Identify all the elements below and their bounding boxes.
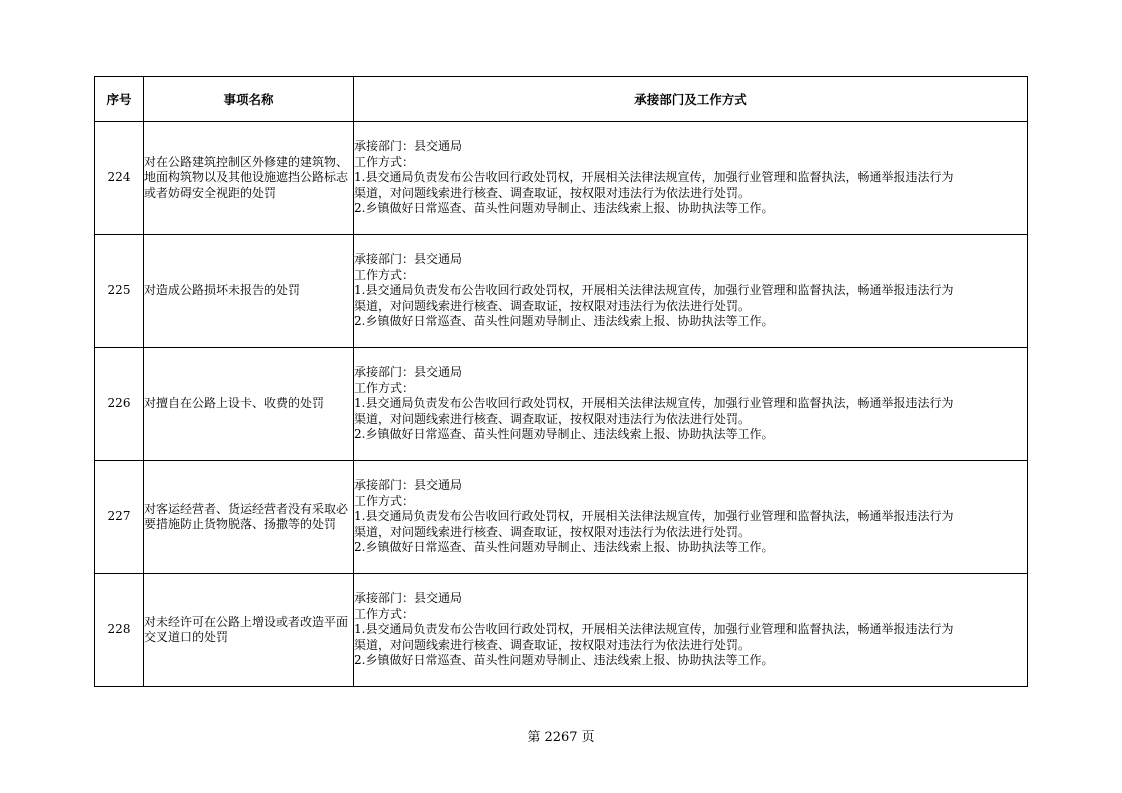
row-item-name-cell xyxy=(144,122,354,235)
row-department-method xyxy=(354,461,1028,574)
work-method-item-2: 2.乡镇做好日常巡查、苗头性问题劝导制止、违法线索上报、协助执法等工作。 xyxy=(354,653,774,668)
row-department-method xyxy=(354,348,1028,461)
department-line: 承接部门：县交通局 xyxy=(354,139,463,154)
work-method-label: 工作方式： xyxy=(354,267,415,282)
row-item-name: 对未经许可在公路上增设或者改造平面交叉道口的处罚 xyxy=(144,614,349,644)
work-method-item-1: 1.县交通局负责发布公告收回行政处罚权，开展相关法律法规宣传，加强行业管理和监督执法，畅通举报违法行为 xyxy=(354,509,954,524)
row-department-method xyxy=(354,235,1028,348)
row-item-name: 对造成公路损坏未报告的处罚 xyxy=(144,283,301,298)
work-method-label: 工作方式： xyxy=(354,380,415,395)
work-method-item-2: 2.乡镇做好日常巡查、苗头性问题劝导制止、违法线索上报、协助执法等工作。 xyxy=(354,540,774,555)
row-item-name: 对客运经营者、货运经营者没有采取必要措施防止货物脱落、扬撒等的处罚 xyxy=(144,501,349,531)
work-method-label: 工作方式： xyxy=(354,154,415,169)
table-header-row xyxy=(95,77,1028,122)
department-line: 承接部门：县交通局 xyxy=(354,365,463,380)
department-line: 承接部门：县交通局 xyxy=(354,478,463,493)
row-serial-number: 225 xyxy=(95,235,144,348)
table-row xyxy=(95,235,1028,348)
row-item-name-cell xyxy=(144,235,354,348)
row-department-method xyxy=(354,574,1028,687)
row-serial-number: 227 xyxy=(95,461,144,574)
table-row xyxy=(95,461,1028,574)
matters-table xyxy=(94,76,1028,687)
work-method-item-1: 1.县交通局负责发布公告收回行政处罚权，开展相关法律法规宣传，加强行业管理和监督执法，畅通举报违法行为 xyxy=(354,396,954,411)
row-serial-number: 226 xyxy=(95,348,144,461)
work-method-item-1-cont: 渠道，对问题线索进行核查、调查取证，按权限对违法行为依法进行处罚。 xyxy=(354,637,751,652)
table-row xyxy=(95,348,1028,461)
page-number: 第 2267 页 xyxy=(527,730,595,745)
row-serial-number: 224 xyxy=(95,122,144,235)
table-row xyxy=(95,122,1028,235)
row-item-name-cell xyxy=(144,461,354,574)
row-department-method xyxy=(354,122,1028,235)
row-item-name: 对擅自在公路上设卡、收费的处罚 xyxy=(144,396,325,411)
work-method-label: 工作方式： xyxy=(354,493,415,508)
work-method-item-1-cont: 渠道，对问题线索进行核查、调查取证，按权限对违法行为依法进行处罚。 xyxy=(354,298,751,313)
work-method-item-1: 1.县交通局负责发布公告收回行政处罚权，开展相关法律法规宣传，加强行业管理和监督执法，畅通举报违法行为 xyxy=(354,622,954,637)
row-serial-number: 228 xyxy=(95,574,144,687)
header-serial-number: 序号 xyxy=(95,77,144,122)
work-method-item-2: 2.乡镇做好日常巡查、苗头性问题劝导制止、违法线索上报、协助执法等工作。 xyxy=(354,201,774,216)
row-item-name-cell xyxy=(144,348,354,461)
department-line: 承接部门：县交通局 xyxy=(354,252,463,267)
work-method-item-2: 2.乡镇做好日常巡查、苗头性问题劝导制止、违法线索上报、协助执法等工作。 xyxy=(354,314,774,329)
header-department-method: 承接部门及工作方式 xyxy=(354,77,1028,122)
department-line: 承接部门：县交通局 xyxy=(354,591,463,606)
header-item-name: 事项名称 xyxy=(144,77,354,122)
work-method-item-1-cont: 渠道，对问题线索进行核查、调查取证，按权限对违法行为依法进行处罚。 xyxy=(354,411,751,426)
work-method-item-1: 1.县交通局负责发布公告收回行政处罚权，开展相关法律法规宣传，加强行业管理和监督执法，畅通举报违法行为 xyxy=(354,283,954,298)
row-item-name: 对在公路建筑控制区外修建的建筑物、地面构筑物以及其他设施遮挡公路标志或者妨碍安全视距的处罚 xyxy=(144,154,349,200)
work-method-item-1-cont: 渠道，对问题线索进行核查、调查取证，按权限对违法行为依法进行处罚。 xyxy=(354,524,751,539)
row-item-name-cell xyxy=(144,574,354,687)
work-method-label: 工作方式： xyxy=(354,606,415,621)
work-method-item-1-cont: 渠道，对问题线索进行核查、调查取证，按权限对违法行为依法进行处罚。 xyxy=(354,185,751,200)
table-row xyxy=(95,574,1028,687)
work-method-item-2: 2.乡镇做好日常巡查、苗头性问题劝导制止、违法线索上报、协助执法等工作。 xyxy=(354,427,774,442)
work-method-item-1: 1.县交通局负责发布公告收回行政处罚权，开展相关法律法规宣传，加强行业管理和监督执法，畅通举报违法行为 xyxy=(354,170,954,185)
